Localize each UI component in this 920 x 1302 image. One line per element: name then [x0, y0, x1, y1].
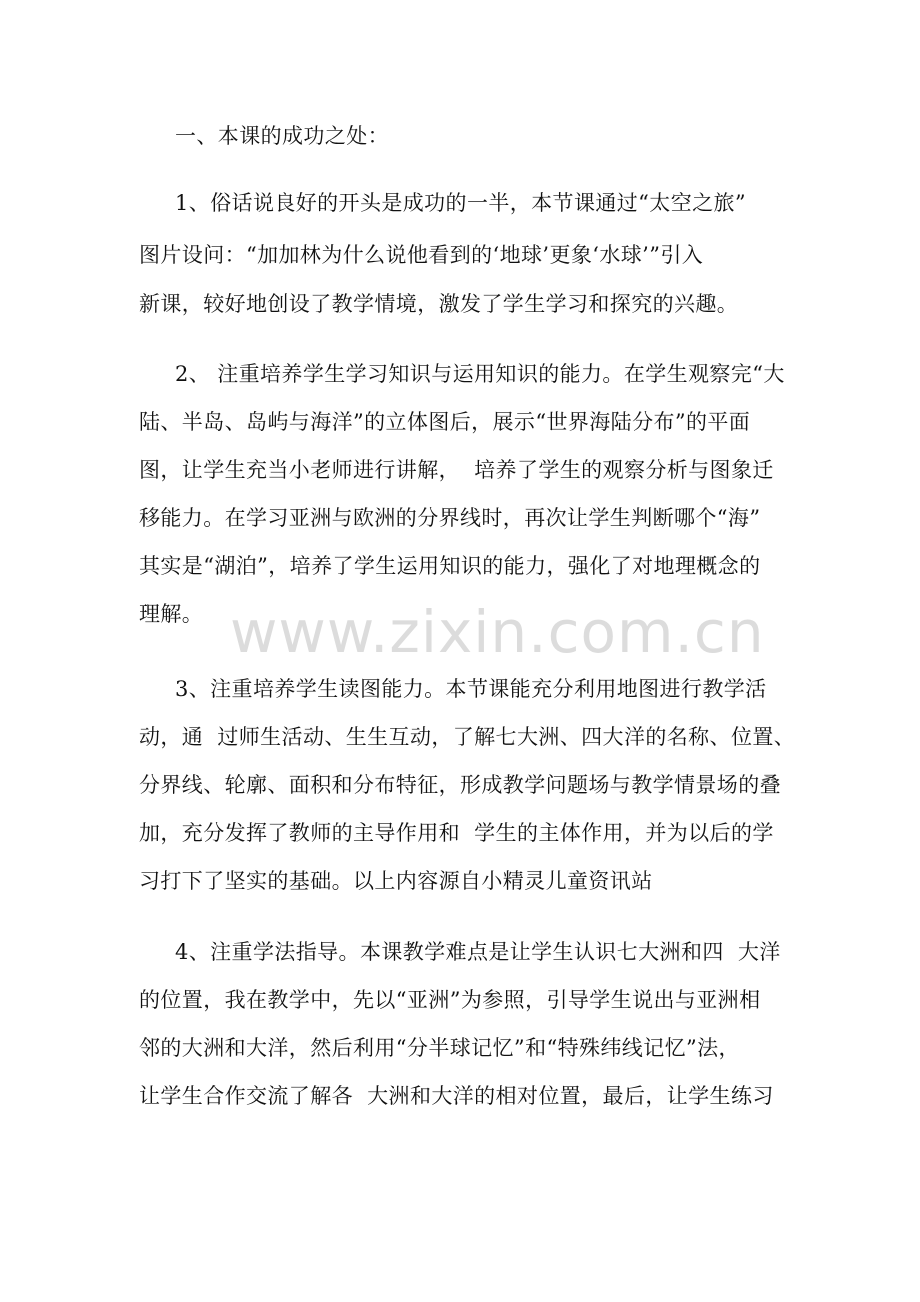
- paragraph-line: 邻的大洲和大洋，然后利用“分半球记忆”和“特殊纬线记忆”法，: [139, 1036, 740, 1060]
- paragraph-line: 让学生合作交流了解各 大洲和大洋的相对位置，最后，让学生练习: [139, 1084, 774, 1108]
- paragraph-line: 4、注重学法指导。本课教学难点是让学生认识七大洲和四 大洋: [175, 940, 781, 964]
- paragraph-line: 移能力。在学习亚洲与欧洲的分界线时，再次让学生判断哪个“海”: [139, 506, 761, 530]
- paragraph-line: 加，充分发挥了教师的主导作用和 学生的主体作用，并为以后的学: [139, 821, 774, 845]
- paragraph-line: 新课，较好地创设了教学情境，激发了学生学习和探究的兴趣。: [139, 292, 739, 316]
- paragraph-line: 其实是“湖泊”，培养了学生运用知识的能力，强化了对地理概念的: [139, 554, 761, 578]
- paragraph-line: 图，让学生充当小老师进行讲解， 培养了学生的观察分析与图象迁: [139, 458, 774, 482]
- paragraph-line: 陆、半岛、岛屿与海洋”的立体图后，展示“世界海陆分布”的平面: [139, 410, 751, 434]
- paragraph-line: 1、俗话说良好的开头是成功的一半，本节课通过“太空之旅”: [175, 191, 747, 215]
- paragraph-line: 图片设问：“加加林为什么说他看到的‘地球’更象‘水球’”引入: [139, 243, 704, 267]
- paragraph-line: 动，通 过师生活动、生生互动，了解七大洲、四大洋的名称、位置、: [139, 725, 796, 749]
- paragraph-line: 分界线、轮廓、面积和分布特征，形成教学问题场与教学情景场的叠: [139, 773, 781, 797]
- paragraph-line: 3、注重培养学生读图能力。本节课能充分利用地图进行教学活: [175, 677, 767, 701]
- paragraph-line: 理解。: [139, 602, 204, 626]
- watermark: www.zixin.com.cn: [230, 598, 765, 666]
- paragraph-line: 的位置，我在教学中，先以“亚洲”为参照，引导学生说出与亚洲相: [139, 988, 761, 1012]
- section-heading: 一、本课的成功之处：: [175, 124, 389, 148]
- paragraph-line: 2、 注重培养学生学习知识与运用知识的能力。在学生观察完“大: [175, 362, 785, 386]
- paragraph-line: 习打下了坚实的基础。以上内容源自小精灵儿童资讯站: [139, 869, 653, 893]
